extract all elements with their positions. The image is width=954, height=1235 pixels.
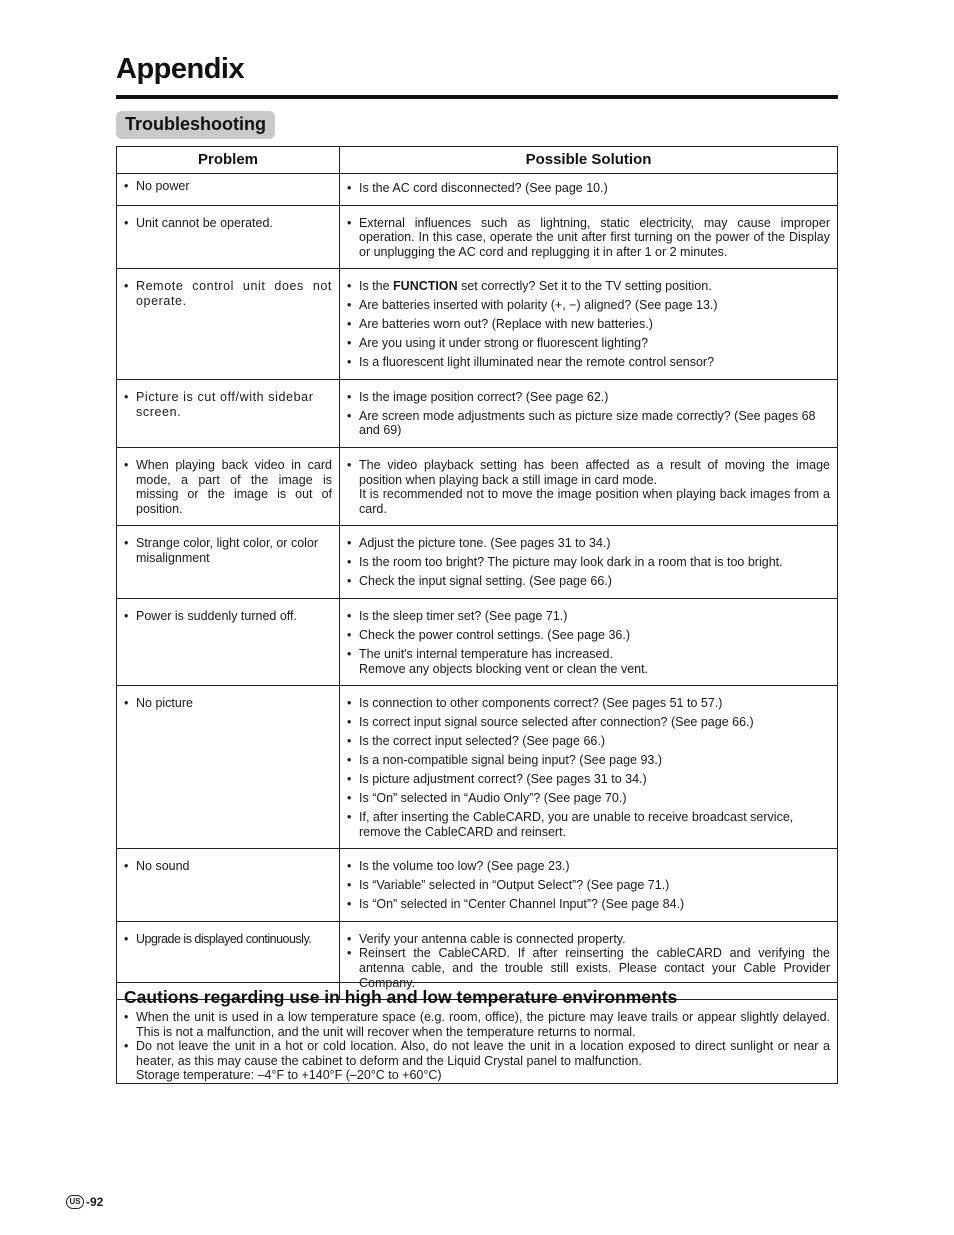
solution-item: • Is “On” selected in “Audio Only”? (See page 70.)	[347, 791, 830, 806]
solution-cell	[340, 174, 838, 206]
solution-item: • Is correct input signal source selected after connection? (See page 66.)	[347, 715, 830, 730]
solution-item: • Is “On” selected in “Center Channel Input”? (See page 84.)	[347, 897, 830, 912]
problem-cell	[117, 379, 340, 447]
table-row	[117, 599, 838, 686]
solution-text: It is recommended not to move the image position when playing back images from a card.	[359, 487, 830, 516]
table-row	[117, 174, 838, 206]
solution-item	[347, 647, 830, 676]
solution-cell	[340, 599, 838, 686]
solution-item: • If, after inserting the CableCARD, you are unable to receive broadcast service, remove the CableCARD and reinsert.	[347, 810, 830, 839]
table-row	[117, 448, 838, 526]
cautions-box	[116, 982, 838, 1084]
solution-item: • Is the image position correct? (See page 62.)	[347, 390, 830, 405]
problem-cell	[117, 686, 340, 849]
problem-text: • When playing back video in card mode, a part of the image is missing or the image is out of position.	[124, 458, 332, 516]
solution-cell	[340, 448, 838, 526]
solution-item: • Is picture adjustment correct? (See pages 31 to 34.)	[347, 772, 830, 787]
solution-item: • Is the correct input selected? (See page 66.)	[347, 734, 830, 749]
problem-text: • No picture	[124, 696, 332, 711]
table-row	[117, 205, 838, 269]
solution-text: The video playback setting has been affected as a result of moving the image position when playing back a still image in card mode.	[359, 458, 830, 487]
solution-cell	[340, 379, 838, 447]
caution-item: • When the unit is used in a low temperature space (e.g. room, office), the picture may leave trails or appear slightly delayed. This is not a malfunction, and the unit will recover when the temperature returns to normal.	[124, 1010, 830, 1039]
solution-item: • Is a fluorescent light illuminated near the remote control sensor?	[347, 355, 830, 370]
solution-suffix: set correctly? Set it to the TV setting position.	[457, 279, 712, 294]
solution-item: • Verify your antenna cable is connected property.	[347, 932, 830, 947]
problem-cell	[117, 174, 340, 206]
solution-item: • Is “Variable” selected in “Output Select”? (See page 71.)	[347, 878, 830, 893]
table-header-row	[117, 147, 838, 174]
table-row	[117, 686, 838, 849]
solution-item: • Are batteries inserted with polarity (+, −) aligned? (See page 13.)	[347, 298, 830, 313]
table-row	[117, 526, 838, 599]
problem-text: • No sound	[124, 859, 332, 874]
problem-cell	[117, 448, 340, 526]
problem-text: • Upgrade is displayed continuously.	[124, 932, 332, 947]
problem-cell	[117, 269, 340, 380]
page-title: Appendix	[116, 53, 245, 85]
solution-item	[347, 458, 830, 516]
page-number-text: -92	[86, 1195, 104, 1209]
problem-text: • Strange color, light color, or color misalignment	[124, 536, 332, 565]
solution-item: • Is the AC cord disconnected? (See page 10.)	[347, 181, 830, 196]
solution-cell	[340, 269, 838, 380]
problem-cell	[117, 849, 340, 922]
solution-item: • Are batteries worn out? (Replace with new batteries.)	[347, 317, 830, 332]
solution-item: • External influences such as lightning, static electricity, may cause improper operation. In this case, operate the unit after first turning on the power of the Display or unplugging the AC cord and replugging it in after 1 or 2 minutes.	[347, 216, 830, 260]
troubleshooting-table	[116, 146, 838, 1000]
section-title: Troubleshooting	[116, 111, 275, 139]
problem-text: • No power	[124, 179, 332, 194]
solution-item: • Is the room too bright? The picture may look dark in a room that is too bright.	[347, 555, 830, 570]
solution-cell	[340, 686, 838, 849]
solution-item: • Check the input signal setting. (See page 66.)	[347, 574, 830, 589]
function-keyword: FUNCTION	[393, 279, 458, 294]
storage-temperature: Storage temperature: –4°F to +140°F (–20°C to +60°C)	[136, 1068, 442, 1083]
solution-item: • Reinsert the CableCARD. If after reinserting the cableCARD and verifying the antenna cable, and the trouble still exists. Please contact your Cable Provider Company.	[347, 946, 830, 990]
solution-item: • Adjust the picture tone. (See pages 31 to 34.)	[347, 536, 830, 551]
cautions-title: Cautions regarding use in high and low temperature environments	[124, 987, 678, 1007]
solution-item: • Is the volume too low? (See page 23.)	[347, 859, 830, 874]
solution-item: • Is a non-compatible signal being input? (See page 93.)	[347, 753, 830, 768]
problem-text: • Remote control unit does not operate.	[124, 279, 332, 308]
problem-cell	[117, 599, 340, 686]
solution-item: • Is connection to other components correct? (See pages 51 to 57.)	[347, 696, 830, 711]
caution-item	[124, 1039, 830, 1083]
region-badge: US	[66, 1195, 84, 1209]
table-row	[117, 849, 838, 922]
problem-text: • Unit cannot be operated.	[124, 216, 332, 231]
table-row	[117, 379, 838, 447]
solution-item	[347, 279, 830, 294]
caution-text: Do not leave the unit in a hot or cold location. Also, do not leave the unit in a location exposed to direct sunlight or near a heater, as this may cause the cabinet to deform and the Liquid Crystal panel to malfunction.	[136, 1039, 830, 1068]
table-row	[117, 269, 838, 380]
solution-text: Remove any objects blocking vent or clean the vent.	[359, 661, 649, 676]
header-problem: Problem	[117, 147, 340, 174]
problem-cell	[117, 526, 340, 599]
problem-cell	[117, 205, 340, 269]
header-solution: Possible Solution	[340, 147, 838, 174]
solution-text: The unit's internal temperature has increased.	[359, 646, 613, 661]
solution-item: • Is the sleep timer set? (See page 71.)	[347, 609, 830, 624]
solution-item: • Are screen mode adjustments such as picture size made correctly? (See pages 68 and 69)	[347, 409, 830, 438]
solution-prefix: Is the	[359, 279, 394, 294]
solution-cell	[340, 205, 838, 269]
solution-item: • Are you using it under strong or fluorescent lighting?	[347, 336, 830, 351]
page-number	[66, 1195, 103, 1209]
problem-text: • Picture is cut off/with sidebar screen.	[124, 390, 332, 419]
problem-text: • Power is suddenly turned off.	[124, 609, 332, 624]
title-divider	[116, 95, 838, 99]
solution-cell	[340, 526, 838, 599]
solution-item: • Check the power control settings. (See page 36.)	[347, 628, 830, 643]
solution-cell	[340, 849, 838, 922]
